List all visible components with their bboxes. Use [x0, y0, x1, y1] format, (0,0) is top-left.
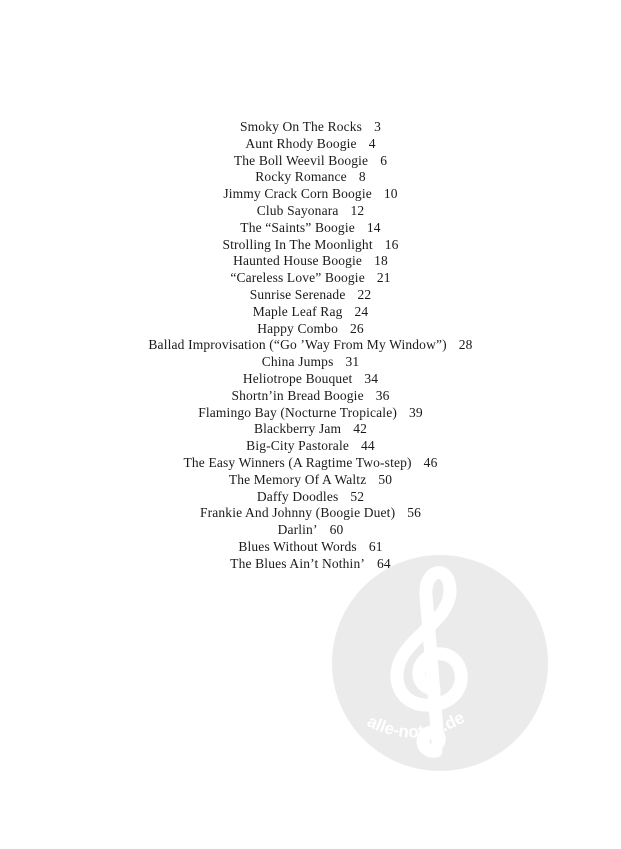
- toc-entry: [0, 539, 621, 556]
- watermark-text-path: alle-noten.de: [364, 707, 468, 742]
- toc-entry: [0, 438, 621, 455]
- toc-entry: [0, 489, 621, 506]
- toc-entry-title: The Memory Of A Waltz: [228, 471, 367, 487]
- toc-entry-page-number: 60: [329, 522, 344, 538]
- toc-entry: [0, 186, 621, 203]
- toc-entry-title: Frankie And Johnny (Boogie Duet): [199, 505, 396, 521]
- toc-entry: [0, 287, 621, 304]
- toc-entry-title: “Careless Love” Boogie: [230, 270, 365, 286]
- toc-entry-page-number: 6: [380, 152, 388, 168]
- toc-entry-page-number: 39: [408, 404, 423, 420]
- toc-entry-page-number: 46: [423, 454, 438, 470]
- toc-entry: [0, 388, 621, 405]
- toc-entry: [0, 220, 621, 237]
- toc-entry: [0, 505, 621, 522]
- toc-entry-page-number: 14: [366, 219, 381, 235]
- toc-entry-page-number: 24: [354, 303, 369, 319]
- toc-entry: [0, 455, 621, 472]
- toc-entry: [0, 237, 621, 254]
- toc-entry-page-number: 31: [345, 354, 360, 370]
- toc-entry: [0, 405, 621, 422]
- toc-entry: [0, 119, 621, 136]
- table-of-contents: [0, 119, 621, 573]
- toc-entry: [0, 371, 621, 388]
- toc-entry-page-number: 16: [384, 236, 399, 252]
- toc-entry-title: Big-City Pastorale: [246, 438, 349, 454]
- toc-entry-page-number: 18: [374, 253, 388, 269]
- toc-entry: [0, 472, 621, 489]
- toc-entry-title: Smoky On The Rocks: [240, 119, 363, 134]
- toc-entry-title: Maple Leaf Rag: [252, 303, 343, 319]
- toc-entry: [0, 169, 621, 186]
- toc-entry-page-number: 3: [374, 119, 381, 134]
- toc-entry-title: Aunt Rhody Boogie: [245, 135, 357, 151]
- toc-entry-page-number: 4: [368, 135, 376, 151]
- toc-entry-title: Heliotrope Bouquet: [242, 370, 353, 386]
- toc-entry-title: The “Saints” Boogie: [240, 219, 355, 235]
- toc-entry: [0, 270, 621, 287]
- toc-entry: [0, 354, 621, 371]
- toc-entry-page-number: 64: [377, 555, 391, 571]
- toc-entry-title: Sunrise Serenade: [249, 286, 346, 302]
- toc-entry-title: The Easy Winners (A Ragtime Two-step): [183, 454, 412, 470]
- toc-entry-title: Happy Combo: [257, 320, 338, 336]
- toc-entry-page-number: 28: [458, 337, 473, 353]
- toc-entry-title: Blues Without Words: [238, 538, 357, 554]
- toc-entry-title: Club Sayonara: [256, 202, 339, 218]
- toc-entry: [0, 136, 621, 153]
- toc-entry-title: The Boll Weevil Boogie: [233, 152, 369, 168]
- toc-entry-page-number: 44: [361, 438, 375, 454]
- watermark-logo: [332, 555, 548, 771]
- toc-entry: [0, 421, 621, 438]
- toc-entry: [0, 253, 621, 270]
- toc-entry-page-number: 61: [368, 538, 383, 554]
- toc-entry: [0, 304, 621, 321]
- toc-entry-title: Flamingo Bay (Nocturne Tropicale): [198, 404, 397, 420]
- toc-entry: [0, 337, 621, 354]
- toc-entry-page-number: 52: [350, 488, 365, 504]
- toc-entry: [0, 522, 621, 539]
- toc-entry-title: China Jumps: [261, 354, 334, 370]
- toc-entry-title: Haunted House Boogie: [233, 253, 363, 269]
- toc-entry: [0, 153, 621, 170]
- toc-entry-page-number: 50: [378, 471, 393, 487]
- toc-entry-title: Jimmy Crack Corn Boogie: [223, 186, 372, 202]
- toc-entry-title: Blackberry Jam: [253, 421, 342, 437]
- toc-entry-title: The Blues Ain’t Nothin’: [230, 555, 365, 571]
- toc-entry-page-number: 8: [358, 169, 366, 185]
- toc-entry-title: Strolling In The Moonlight: [222, 236, 373, 252]
- toc-entry-page-number: 12: [350, 202, 365, 218]
- toc-entry-title: Shortn’in Bread Boogie: [231, 387, 364, 403]
- toc-entry: [0, 203, 621, 220]
- toc-entry-title: Ballad Improvisation (“Go ’Way From My Window”): [148, 337, 447, 353]
- toc-entry-page-number: 56: [407, 505, 422, 521]
- toc-entry-page-number: 10: [383, 186, 398, 202]
- toc-entry-page-number: 22: [357, 286, 372, 302]
- toc-entry-title: Daffy Doodles: [256, 488, 339, 504]
- toc-entry: [0, 321, 621, 338]
- toc-entry-page-number: 21: [376, 270, 391, 286]
- toc-entry-page-number: 26: [349, 320, 364, 336]
- toc-entry-page-number: 36: [375, 387, 390, 403]
- toc-entry-title: Darlin’: [277, 522, 318, 538]
- toc-entry-title: Rocky Romance: [255, 169, 347, 185]
- toc-entry-page-number: 42: [353, 421, 367, 437]
- toc-entry-page-number: 34: [364, 370, 379, 386]
